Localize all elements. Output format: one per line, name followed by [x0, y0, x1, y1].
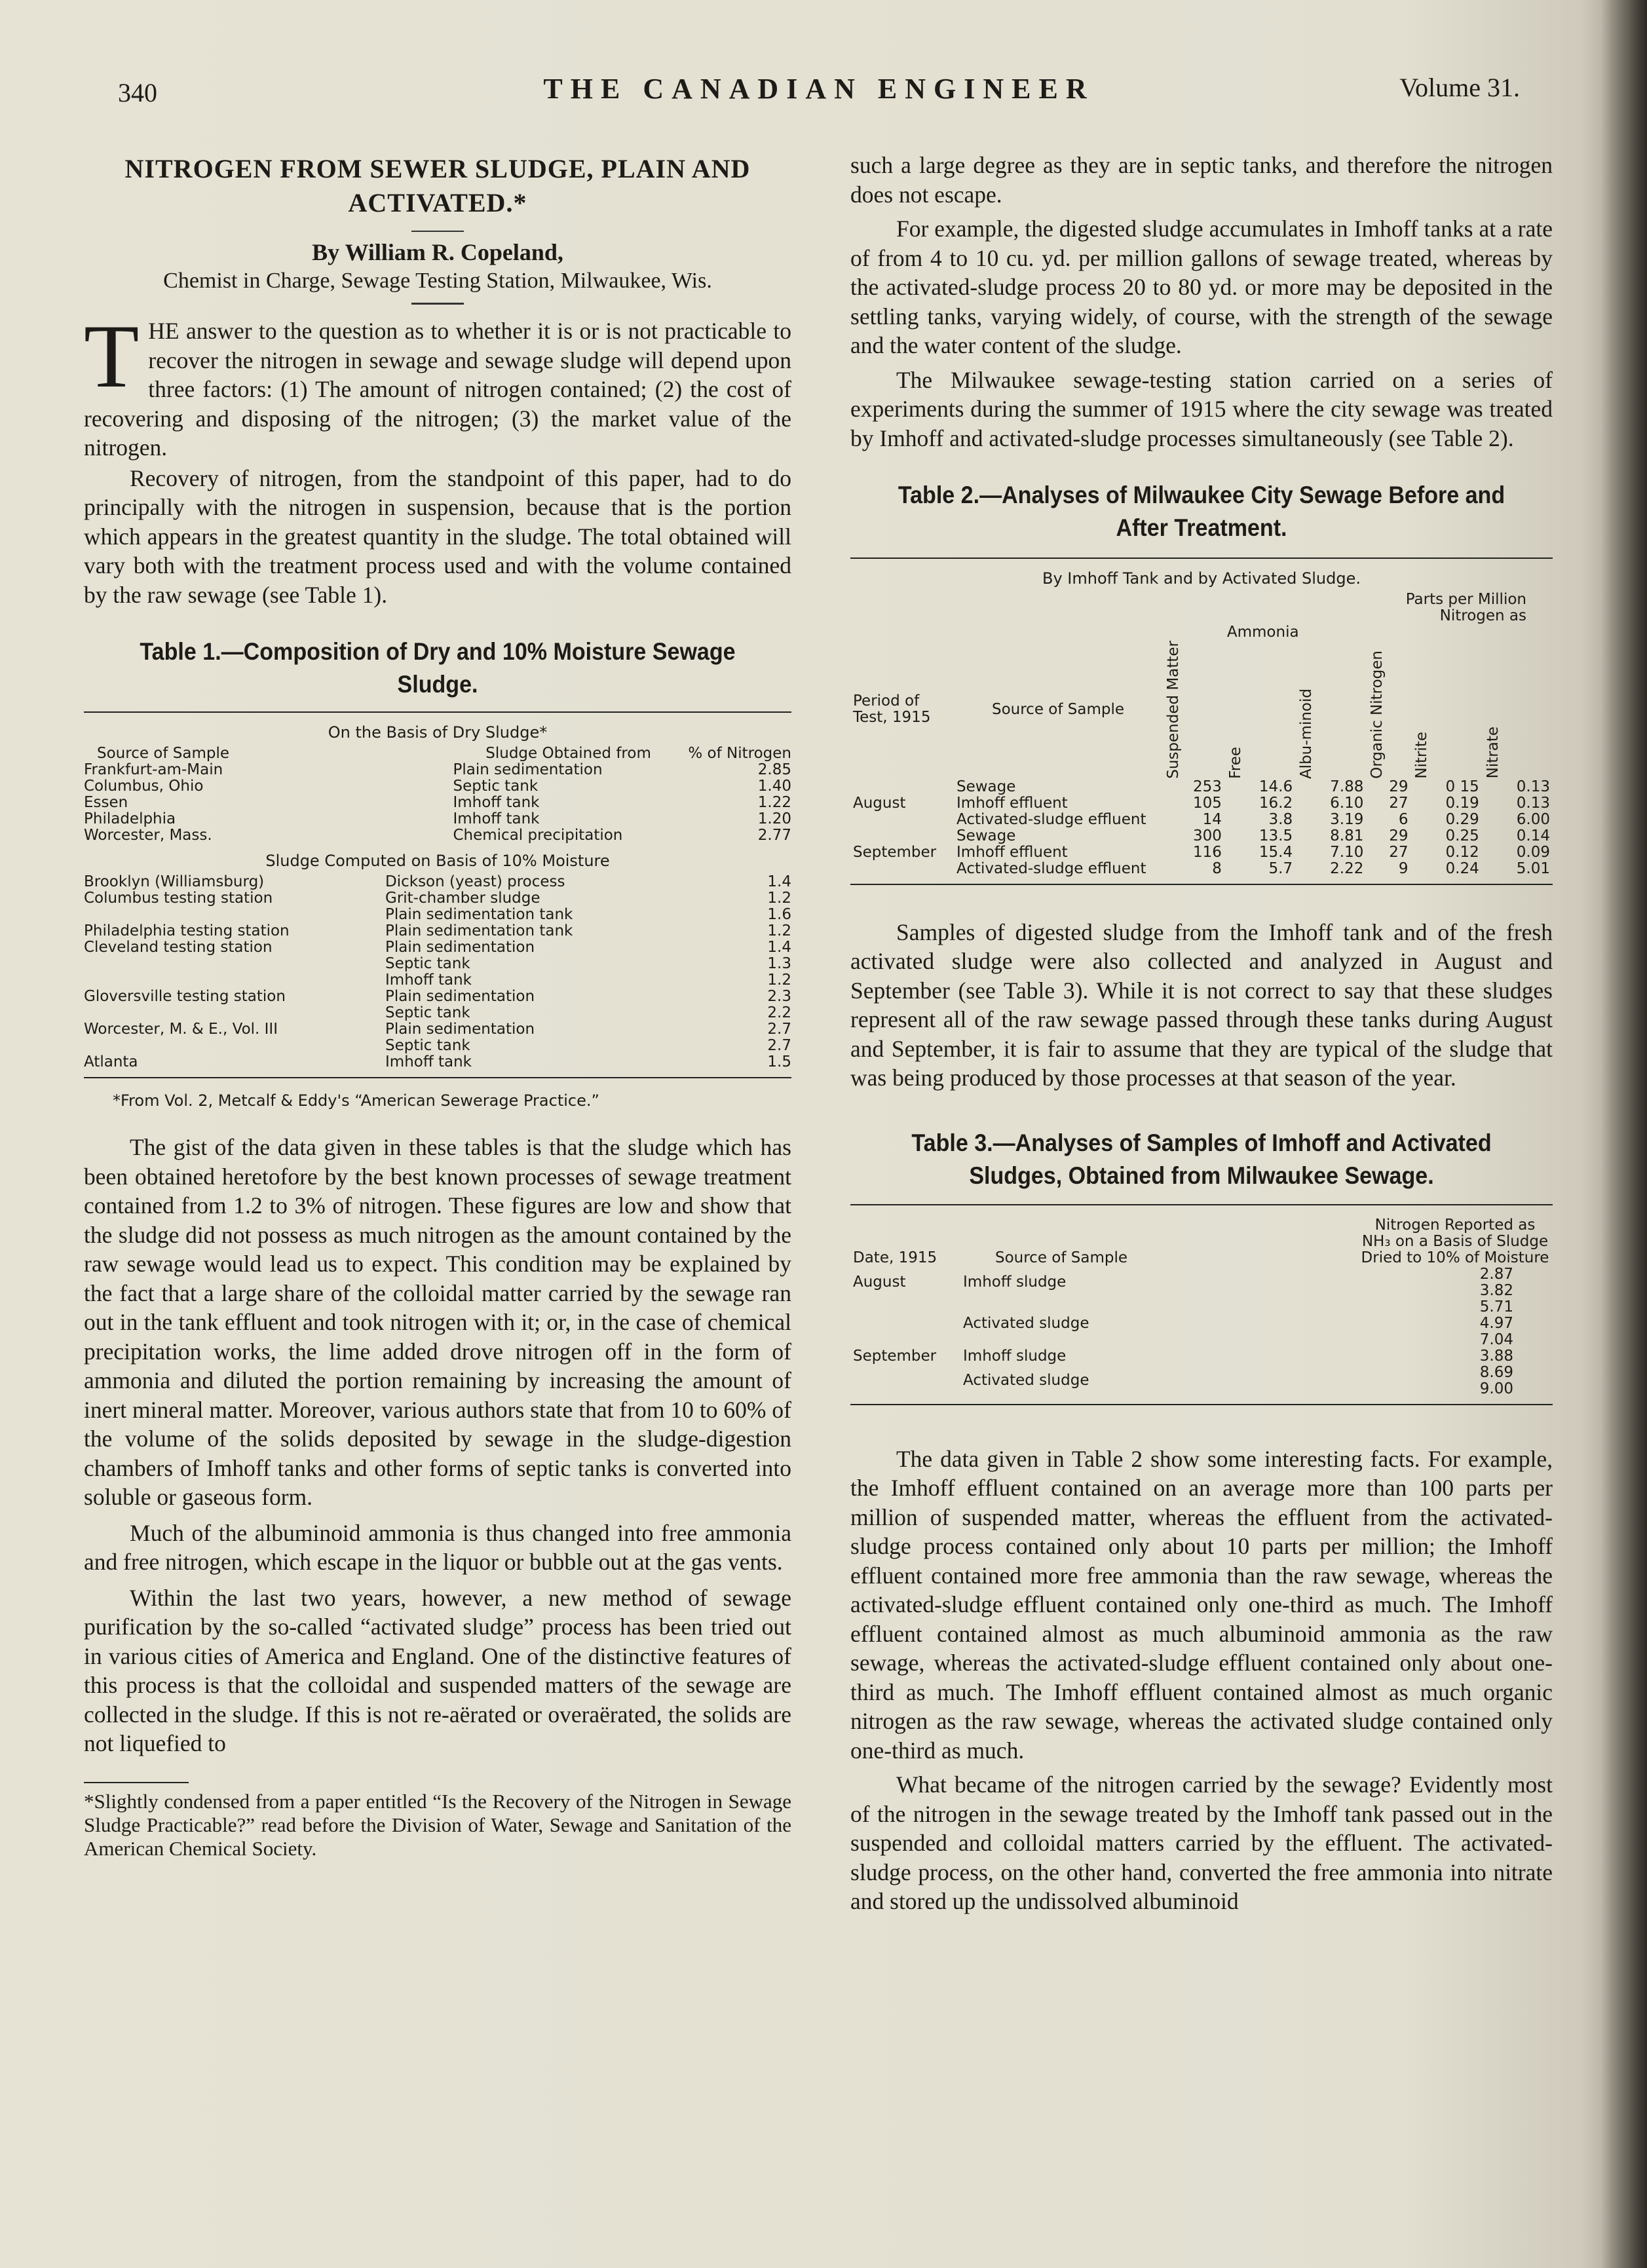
table-cell: 13.5	[1259, 827, 1293, 844]
table-cell: 8.69	[1479, 1363, 1513, 1381]
table-cell: Frankfurt-am-Main	[84, 761, 223, 778]
table-cell: 6.00	[1516, 810, 1550, 828]
table-rule	[850, 884, 1553, 885]
table-cell: Imhoff effluent	[956, 794, 1068, 812]
table-row	[84, 1021, 791, 1038]
group-header: Parts per Million	[1405, 591, 1526, 608]
table-cell: 1.4	[767, 939, 791, 956]
table-cell: 1.22	[757, 794, 791, 811]
table-row	[850, 828, 1553, 844]
table-row	[84, 795, 791, 811]
journal-title: THE CANADIAN ENGINEER	[543, 73, 1095, 105]
table-1	[84, 635, 791, 1109]
table-header: Free	[1226, 746, 1244, 779]
table-cell: 4.97	[1479, 1314, 1513, 1332]
table-cell: Plain sedimentation	[385, 988, 535, 1005]
table-3	[850, 1127, 1553, 1405]
table-cell: 0 15	[1445, 778, 1479, 795]
paragraph: Samples of digested sludge from the Imhoff tank and of the fresh activated sludge were also collected and analyzed in August and September (see Table 3). While it is not correct to say that these sludges represent all of the raw sewage passed through these tanks during August and September, it is fair to assume that they are typical of the sludge that was being produced by those processes at that season of the year.	[850, 918, 1553, 1091]
group-header: Ammonia	[1226, 624, 1299, 641]
table-cell: 14.6	[1259, 778, 1293, 795]
table-cell: 5.7	[1268, 860, 1293, 877]
table-cell: Brooklyn (Williamsburg)	[84, 873, 265, 890]
title-divider	[411, 231, 464, 232]
table-cell: Plain sedimentation	[385, 1021, 535, 1038]
table-row	[850, 779, 1553, 795]
table-cell: 14	[1202, 810, 1222, 828]
table-cell: 7.04	[1479, 1331, 1513, 1348]
table-cell: Imhoff tank	[453, 810, 540, 827]
table-cell: Activated sludge	[963, 1314, 1089, 1332]
paragraph: such a large degree as they are in septic tanks, and therefore the nitrogen does not escape.	[850, 152, 1553, 208]
table-row	[84, 939, 791, 956]
table-rule	[84, 1077, 791, 1078]
table-cell: Imhoff effluent	[956, 843, 1068, 861]
table-cell: 1.4	[767, 873, 791, 890]
table-row	[850, 795, 1553, 812]
table-cell: 2.2	[767, 1004, 791, 1021]
drop-cap: T	[84, 306, 140, 406]
table-cell: 6.10	[1330, 794, 1364, 812]
table-cell	[850, 1299, 960, 1348]
table-cell: 8.81	[1330, 827, 1364, 844]
table-row	[84, 956, 791, 972]
table-cell	[850, 828, 954, 844]
table-cell: 2.3	[767, 988, 791, 1005]
table-cell: 29	[1389, 827, 1409, 844]
table-cell: 2.7	[767, 1021, 791, 1038]
table-cell: 2.85	[757, 761, 791, 778]
table-cell: 3.19	[1330, 810, 1364, 828]
right-column	[850, 151, 1553, 1916]
table-header: Organic Nitrogen	[1369, 650, 1386, 779]
table-cell: 2.77	[757, 827, 791, 844]
table-1-title: Table 1.—Composition of Dry and 10% Moisture Sewage Sludge.	[140, 638, 736, 698]
table-1-footnote: *From Vol. 2, Metcalf & Eddy's “American Sewerage Practice.”	[113, 1091, 599, 1110]
table-header: Albu-minoid	[1298, 688, 1316, 779]
table-cell	[850, 1365, 960, 1397]
table-cell: 0.12	[1445, 843, 1479, 861]
table-cell: Imhoff sludge	[963, 1274, 1067, 1291]
table-cell: Dickson (yeast) process	[385, 873, 565, 890]
table-cell: 3.88	[1479, 1347, 1513, 1365]
table-row	[84, 1054, 791, 1070]
table-cell: 2.7	[767, 1037, 791, 1054]
table-cell: Essen	[84, 794, 128, 811]
table-row	[850, 861, 1553, 877]
table-cell: 27	[1389, 794, 1409, 812]
table-cell: August	[853, 1274, 906, 1291]
table-cell: Activated sludge	[963, 1372, 1089, 1389]
table-cell: 7.10	[1330, 843, 1364, 861]
table-header: % of Nitrogen	[688, 745, 791, 762]
paragraph: The data given in Table 2 show some interesting facts. For example, the Imhoff effluent contained on an average more than 100 parts per million of suspended matter, whereas the effluent from the activated-sludge process contained only about 10 parts per million; the Imhoff effluent contained more free ammonia than the raw sewage, whereas the activated-sludge effluent contained only one-third as much. The Imhoff effluent contained almost as much albuminoid ammonia as the raw sewage, whereas the activated-sludge effluent contained only about one-third as much. The Imhoff effluent contained almost as much organic nitrogen as the raw sewage, whereas the activated sludge contained only one-third as much.	[850, 1445, 1553, 1764]
paragraph: The Milwaukee sewage-testing station carried on a series of experiments during the summer of 1915 where the city sewage was treated by Imhoff and activated-sludge processes simultaneously (see Table 2).	[850, 366, 1553, 451]
table-2	[850, 479, 1553, 885]
table-row	[84, 811, 791, 827]
table-cell: Plain sedimentation	[453, 761, 603, 778]
table-cell: Worcester, M. & E., Vol. III	[84, 1021, 278, 1038]
paragraph: Much of the albuminoid ammonia is thus changed into free ammonia and free nitrogen, which escape in the liquor or bubble out at the gas vents.	[84, 1519, 791, 1575]
paragraph: Recovery of nitrogen, from the standpoint of this paper, had to do principally with the nitrogen in suspension, because that is the portion which appears in the greatest quantity in the sludge. The total obtained will vary both with the treatment process used and with the volume contained by the raw sewage (see Table 1).	[84, 464, 791, 608]
table-cell: 5.71	[1479, 1298, 1513, 1315]
table-cell: 0.13	[1516, 778, 1550, 795]
table-cell: 2.22	[1330, 860, 1364, 877]
table-rule	[850, 1404, 1553, 1405]
table-cell: 0.24	[1445, 860, 1479, 877]
table-header: Suspended Matter	[1165, 641, 1182, 779]
table-header: Source of Sample	[994, 1249, 1128, 1266]
table-3-title: Table 3.—Analyses of Samples of Imhoff and Activated Sludges, Obtained from Milwaukee Sewage.	[911, 1129, 1492, 1189]
volume-label: Volume 31.	[1399, 73, 1520, 102]
table-row	[84, 762, 791, 778]
table-header: Date, 1915	[853, 1249, 937, 1266]
table-cell: 105	[1192, 794, 1222, 812]
table-cell: Worcester, Mass.	[84, 827, 212, 844]
table-1-subhead-moist: Sludge Computed on Basis of 10% Moisture	[265, 852, 610, 870]
table-rule	[850, 558, 1553, 559]
table-header: Sludge Obtained from	[485, 745, 651, 762]
paragraph-text: HE answer to the question as to whether it is or is not practicable to recover the nitrogen in sewage and sewage sludge will depend upon three factors: (1) The amount of nitrogen contained; (2) the cost of recovering and disposing of the nitrogen; (3) the market value of the nitrogen.	[84, 318, 791, 461]
table-cell: 9	[1398, 860, 1409, 877]
table-cell: Sewage	[956, 827, 1016, 844]
table-cell	[850, 861, 954, 877]
table-cell: 1.3	[767, 955, 791, 972]
table-cell: Septic tank	[385, 955, 470, 972]
table-cell: 27	[1389, 843, 1409, 861]
table-cell: Septic tank	[385, 1037, 470, 1054]
article-footnote: *Slightly condensed from a paper entitled “Is the Recovery of the Nitrogen in Sewage Sludge Practicable?” read before the Division of Water, Sewage and Sanitation of the American Chemical Society.	[84, 1789, 791, 1860]
article-byline: By William R. Copeland,	[312, 239, 563, 265]
page-header	[118, 66, 1520, 118]
table-cell: Cleveland testing station	[84, 939, 273, 956]
table-cell: Atlanta	[84, 1053, 138, 1070]
table-cell: 2.87	[1479, 1265, 1513, 1283]
page-number: 340	[118, 78, 157, 107]
table-cell: 1.2	[767, 890, 791, 907]
table-cell: Imhoff tank	[385, 1053, 472, 1070]
paragraph: Within the last two years, however, a new method of sewage purification by the so-called “activated sludge” process has been tried out in various cities of America and England. One of the distinctive features of this process is that the colloidal and suspended matters of the sewage are collected in the sludge. If this is not re-aërated or overaërated, the solids are not liquefied to	[84, 1584, 791, 1756]
table-cell: 16.2	[1259, 794, 1293, 812]
table-cell: 1.5	[767, 1053, 791, 1070]
table-cell: 116	[1192, 843, 1222, 861]
table-cell: Grit-chamber sludge	[385, 890, 540, 907]
table-cell: 29	[1389, 778, 1409, 795]
table-cell: Septic tank	[385, 1004, 470, 1021]
table-cell	[84, 972, 385, 989]
table-header: Nitrogen Reported as NH₃ on a Basis of Sludge Dried to 10% of Moisture	[1361, 1216, 1549, 1266]
table-cell: 1.40	[757, 778, 791, 795]
table-cell: Gloversville testing station	[84, 988, 286, 1005]
book-spine-shadow	[1601, 0, 1647, 2268]
table-row	[84, 907, 791, 923]
table-row	[850, 844, 1553, 861]
table-cell: 1.2	[767, 972, 791, 989]
table-row	[850, 812, 1553, 828]
table-row	[84, 989, 791, 1005]
table-row	[84, 778, 791, 795]
table-rule	[850, 1204, 1553, 1205]
table-cell: Imhoff tank	[385, 972, 472, 989]
table-cell	[84, 1038, 385, 1054]
table-3-grid	[850, 1217, 1553, 1397]
article-title: NITROGEN FROM SEWER SLUDGE, PLAIN AND ACTIVATED.*	[124, 154, 751, 217]
table-cell: Columbus, Ohio	[84, 778, 204, 795]
table-cell	[84, 1005, 385, 1021]
table-rule	[84, 711, 791, 713]
table-cell: 0.29	[1445, 810, 1479, 828]
table-cell: 0.19	[1445, 794, 1479, 812]
table-cell: Plain sedimentation tank	[385, 922, 573, 939]
table-row	[84, 1005, 791, 1021]
table-cell: Imhoff tank	[453, 794, 540, 811]
table-row	[850, 1365, 1553, 1397]
table-cell	[84, 956, 385, 972]
table-cell: 3.82	[1479, 1281, 1513, 1299]
table-cell: 7.88	[1330, 778, 1364, 795]
table-cell: 5.01	[1516, 860, 1550, 877]
table-row	[84, 890, 791, 907]
table-cell: 300	[1192, 827, 1222, 844]
paragraph: What became of the nitrogen carried by the sewage? Evidently most of the nitrogen in the sewage treated by the Imhoff tank passed out in the suspended and colloidal matters carried by the effluent. The activated-sludge process, on the other hand, converted the free ammonia into nitrate and stored up the undissolved albuminoid	[850, 1771, 1553, 1915]
table-cell: 0.09	[1516, 843, 1550, 861]
table-cell: September	[853, 1347, 937, 1365]
table-row	[84, 874, 791, 890]
table-row	[850, 1266, 1553, 1299]
table-2-subtitle: By Imhoff Tank and by Activated Sludge.	[1042, 569, 1361, 588]
table-1-dry	[84, 746, 791, 844]
table-cell: 0.25	[1445, 827, 1479, 844]
table-cell: Philadelphia testing station	[84, 922, 290, 939]
table-row	[84, 972, 791, 989]
table-cell: 1.20	[757, 810, 791, 827]
footnote-rule	[84, 1782, 189, 1783]
table-cell: September	[853, 843, 937, 861]
table-cell: Plain sedimentation	[385, 939, 535, 956]
table-cell: 3.8	[1268, 810, 1293, 828]
table-header: Nitrate	[1484, 727, 1502, 779]
table-header: Source of Sample	[97, 745, 230, 762]
table-1-subhead-dry: On the Basis of Dry Sludge*	[328, 723, 548, 742]
table-row	[850, 1348, 1553, 1365]
table-cell: 9.00	[1479, 1380, 1513, 1397]
table-cell: 6	[1398, 810, 1409, 828]
table-1-moist	[84, 874, 791, 1070]
table-header: Period of Test, 1915	[853, 692, 931, 727]
group-header: Nitrogen as	[1439, 607, 1526, 624]
author-affiliation: Chemist in Charge, Sewage Testing Station, Milwaukee, Wis.	[163, 269, 712, 293]
table-cell: Septic tank	[453, 778, 539, 795]
table-row	[84, 1038, 791, 1054]
paragraph: The gist of the data given in these tables is that the sludge which has been obtained heretofore by the best known processes of sewage treatment contained from 1.2 to 3% of nitrogen. These figures are low and show that the sludge did not possess as much nitrogen as the amount contained by the raw sewage would lead us to expect. This condition may be explained by the fact that a large share of the colloidal matter carried by the sewage ran out in the tank effluent and took nitrogen with it; or, in the case of chemical precipitation works, the lime added drove nitrogen off in the form of ammonia and diluted the portion remaining by increasing the amount of inert mineral matter. Moreover, various authors state that from 10 to 60% of the volume of the solids deposited by sewage in the sludge-digestion chambers of Imhoff tanks and other forms of septic tanks is converted into soluble or gaseous form.	[84, 1134, 791, 1510]
paragraph: For example, the digested sludge accumulates in Imhoff tanks at a rate of from 4 to 10 cu. yd. per million gallons of sewage treated, whereas by the activated-sludge process 20 to 80 yd. or more may be deposited in the settling tanks, varying widely, of course, with the strength of the sewage and the water content of the sludge.	[850, 216, 1553, 358]
table-cell: Columbus testing station	[84, 890, 273, 907]
table-cell: 15.4	[1259, 843, 1293, 861]
byline-divider	[411, 303, 464, 305]
table-row	[84, 923, 791, 939]
table-2-grid	[850, 592, 1553, 877]
table-cell: August	[853, 794, 906, 812]
table-cell: 0.14	[1516, 827, 1550, 844]
table-cell: Activated-sludge effluent	[956, 860, 1146, 877]
table-header: Nitrite	[1413, 732, 1431, 779]
table-cell: 0.13	[1516, 794, 1550, 812]
table-cell	[84, 907, 385, 923]
table-cell: 8	[1212, 860, 1222, 877]
table-2-title: Table 2.—Analyses of Milwaukee City Sewage Before and After Treatment.	[898, 482, 1505, 541]
table-cell	[850, 812, 954, 828]
table-cell: Chemical precipitation	[453, 827, 623, 844]
table-cell	[850, 779, 954, 795]
table-row	[84, 827, 791, 844]
table-cell: 1.2	[767, 922, 791, 939]
table-cell: 253	[1192, 778, 1222, 795]
table-row	[850, 1299, 1553, 1348]
paragraph	[84, 306, 791, 463]
table-cell: Sewage	[956, 778, 1016, 795]
table-header: Source of Sample	[991, 700, 1125, 718]
table-cell: Philadelphia	[84, 810, 176, 827]
table-cell: Activated-sludge effluent	[956, 810, 1146, 828]
table-cell: Imhoff sludge	[963, 1347, 1067, 1365]
table-cell: 1.6	[767, 906, 791, 923]
table-cell: Plain sedimentation tank	[385, 906, 573, 923]
left-column	[84, 151, 791, 1861]
